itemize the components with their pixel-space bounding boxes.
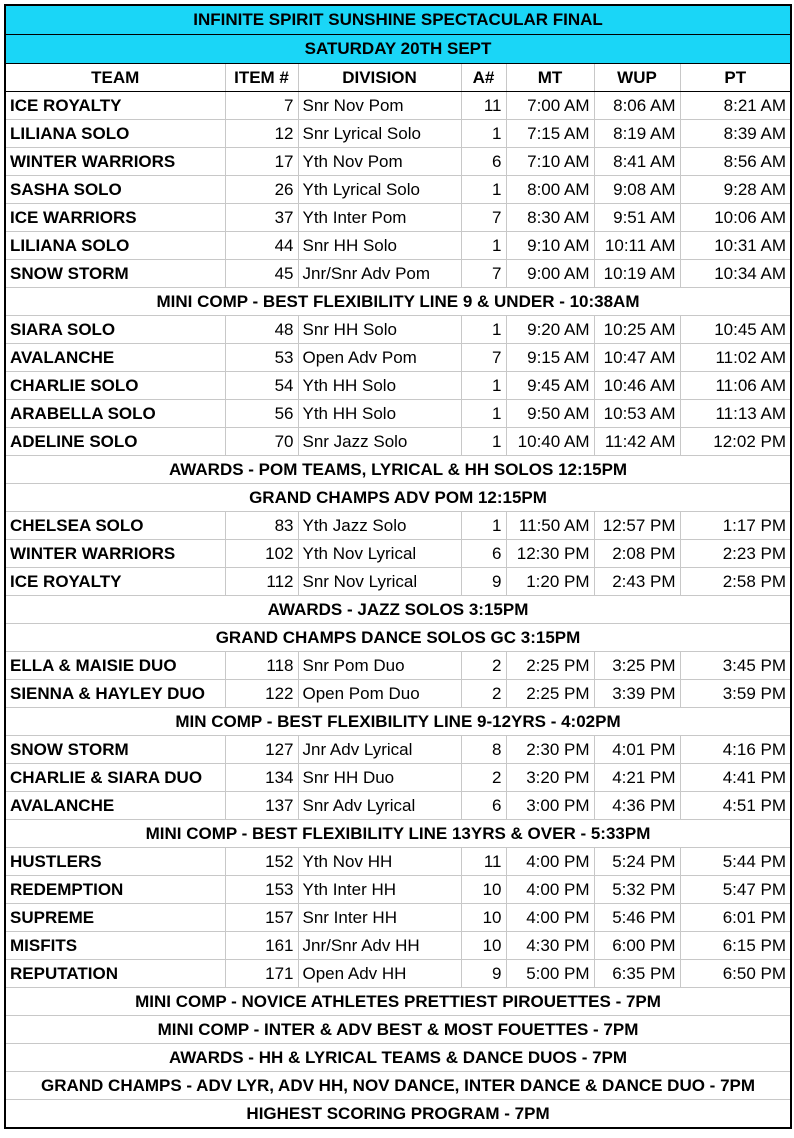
- item-cell: 12: [225, 120, 298, 148]
- item-cell: 54: [225, 372, 298, 400]
- mt-cell: 8:30 AM: [506, 204, 594, 232]
- wup-cell: 2:43 PM: [594, 568, 680, 596]
- wup-cell: 10:25 AM: [594, 316, 680, 344]
- table-row: [5, 204, 791, 232]
- table-row: [5, 764, 791, 792]
- division-cell: Jnr/Snr Adv HH: [298, 932, 461, 960]
- wup-cell: 8:06 AM: [594, 92, 680, 120]
- section-note: MINI COMP - BEST FLEXIBILITY LINE 9 & UNDER - 10:38AM: [5, 288, 791, 316]
- team-cell: SNOW STORM: [5, 736, 225, 764]
- item-cell: 102: [225, 540, 298, 568]
- section-note: GRAND CHAMPS - ADV LYR, ADV HH, NOV DANCE, INTER DANCE & DANCE DUO - 7PM: [5, 1072, 791, 1100]
- table-row: [5, 260, 791, 288]
- mt-cell: 12:30 PM: [506, 540, 594, 568]
- athletes-cell: 7: [461, 344, 506, 372]
- division-cell: Yth Inter HH: [298, 876, 461, 904]
- date-row: [5, 35, 791, 64]
- wup-cell: 5:24 PM: [594, 848, 680, 876]
- section-note: AWARDS - JAZZ SOLOS 3:15PM: [5, 596, 791, 624]
- team-cell: SNOW STORM: [5, 260, 225, 288]
- section-note-row: [5, 484, 791, 512]
- section-note-row: [5, 1100, 791, 1129]
- table-row: [5, 876, 791, 904]
- header-mt: MT: [506, 64, 594, 92]
- item-cell: 56: [225, 400, 298, 428]
- athletes-cell: 8: [461, 736, 506, 764]
- pt-cell: 6:01 PM: [680, 904, 791, 932]
- wup-cell: 11:42 AM: [594, 428, 680, 456]
- pt-cell: 10:45 AM: [680, 316, 791, 344]
- athletes-cell: 2: [461, 764, 506, 792]
- team-cell: MISFITS: [5, 932, 225, 960]
- athletes-cell: 1: [461, 400, 506, 428]
- wup-cell: 10:53 AM: [594, 400, 680, 428]
- mt-cell: 9:45 AM: [506, 372, 594, 400]
- table-row: [5, 652, 791, 680]
- mt-cell: 4:00 PM: [506, 904, 594, 932]
- division-cell: Open Pom Duo: [298, 680, 461, 708]
- table-row: [5, 960, 791, 988]
- team-cell: CHELSEA SOLO: [5, 512, 225, 540]
- pt-cell: 3:59 PM: [680, 680, 791, 708]
- header-wup: WUP: [594, 64, 680, 92]
- table-row: [5, 148, 791, 176]
- section-note-row: [5, 596, 791, 624]
- section-note-row: [5, 1044, 791, 1072]
- table-row: [5, 176, 791, 204]
- athletes-cell: 1: [461, 372, 506, 400]
- item-cell: 26: [225, 176, 298, 204]
- section-note-row: [5, 708, 791, 736]
- division-cell: Snr Lyrical Solo: [298, 120, 461, 148]
- pt-cell: 10:31 AM: [680, 232, 791, 260]
- pt-cell: 11:13 AM: [680, 400, 791, 428]
- division-cell: Yth Nov Lyrical: [298, 540, 461, 568]
- division-cell: Yth HH Solo: [298, 372, 461, 400]
- athletes-cell: 1: [461, 512, 506, 540]
- schedule-table: [4, 4, 792, 1129]
- pt-cell: 2:23 PM: [680, 540, 791, 568]
- wup-cell: 5:32 PM: [594, 876, 680, 904]
- division-cell: Snr Inter HH: [298, 904, 461, 932]
- section-note: MINI COMP - INTER & ADV BEST & MOST FOUETTES - 7PM: [5, 1016, 791, 1044]
- wup-cell: 4:36 PM: [594, 792, 680, 820]
- team-cell: AVALANCHE: [5, 792, 225, 820]
- header-athletes: A#: [461, 64, 506, 92]
- table-row: [5, 92, 791, 120]
- section-note: AWARDS - HH & LYRICAL TEAMS & DANCE DUOS - 7PM: [5, 1044, 791, 1072]
- pt-cell: 8:21 AM: [680, 92, 791, 120]
- team-cell: ADELINE SOLO: [5, 428, 225, 456]
- table-row: [5, 568, 791, 596]
- pt-cell: 2:58 PM: [680, 568, 791, 596]
- section-note-row: [5, 288, 791, 316]
- pt-cell: 1:17 PM: [680, 512, 791, 540]
- athletes-cell: 2: [461, 680, 506, 708]
- team-cell: HUSTLERS: [5, 848, 225, 876]
- table-row: [5, 428, 791, 456]
- item-cell: 48: [225, 316, 298, 344]
- item-cell: 70: [225, 428, 298, 456]
- team-cell: SUPREME: [5, 904, 225, 932]
- athletes-cell: 9: [461, 960, 506, 988]
- pt-cell: 8:39 AM: [680, 120, 791, 148]
- wup-cell: 10:46 AM: [594, 372, 680, 400]
- table-row: [5, 512, 791, 540]
- division-cell: Jnr Adv Lyrical: [298, 736, 461, 764]
- wup-cell: 10:19 AM: [594, 260, 680, 288]
- table-row: [5, 792, 791, 820]
- table-row: [5, 736, 791, 764]
- section-note: MIN COMP - BEST FLEXIBILITY LINE 9-12YRS - 4:02PM: [5, 708, 791, 736]
- pt-cell: 11:02 AM: [680, 344, 791, 372]
- section-note: MINI COMP - BEST FLEXIBILITY LINE 13YRS & OVER - 5:33PM: [5, 820, 791, 848]
- athletes-cell: 6: [461, 792, 506, 820]
- table-row: [5, 372, 791, 400]
- division-cell: Yth Jazz Solo: [298, 512, 461, 540]
- team-cell: CHARLIE & SIARA DUO: [5, 764, 225, 792]
- division-cell: Snr Pom Duo: [298, 652, 461, 680]
- section-note-row: [5, 1016, 791, 1044]
- pt-cell: 8:56 AM: [680, 148, 791, 176]
- wup-cell: 4:01 PM: [594, 736, 680, 764]
- division-cell: Snr Nov Lyrical: [298, 568, 461, 596]
- athletes-cell: 6: [461, 540, 506, 568]
- division-cell: Snr HH Solo: [298, 232, 461, 260]
- title-row: [5, 5, 791, 35]
- mt-cell: 10:40 AM: [506, 428, 594, 456]
- division-cell: Open Adv HH: [298, 960, 461, 988]
- pt-cell: 4:51 PM: [680, 792, 791, 820]
- division-cell: Snr HH Solo: [298, 316, 461, 344]
- item-cell: 161: [225, 932, 298, 960]
- division-cell: Snr Adv Lyrical: [298, 792, 461, 820]
- table-row: [5, 344, 791, 372]
- wup-cell: 12:57 PM: [594, 512, 680, 540]
- team-cell: SIARA SOLO: [5, 316, 225, 344]
- section-note: GRAND CHAMPS ADV POM 12:15PM: [5, 484, 791, 512]
- mt-cell: 7:10 AM: [506, 148, 594, 176]
- pt-cell: 6:15 PM: [680, 932, 791, 960]
- mt-cell: 4:00 PM: [506, 848, 594, 876]
- athletes-cell: 10: [461, 932, 506, 960]
- section-note-row: [5, 456, 791, 484]
- section-note: AWARDS - POM TEAMS, LYRICAL & HH SOLOS 12:15PM: [5, 456, 791, 484]
- team-cell: ARABELLA SOLO: [5, 400, 225, 428]
- team-cell: LILIANA SOLO: [5, 232, 225, 260]
- section-note-row: [5, 820, 791, 848]
- mt-cell: 1:20 PM: [506, 568, 594, 596]
- section-note-row: [5, 988, 791, 1016]
- division-cell: Snr HH Duo: [298, 764, 461, 792]
- athletes-cell: 10: [461, 876, 506, 904]
- pt-cell: 3:45 PM: [680, 652, 791, 680]
- table-row: [5, 540, 791, 568]
- athletes-cell: 1: [461, 120, 506, 148]
- event-title: INFINITE SPIRIT SUNSHINE SPECTACULAR FINAL: [5, 5, 791, 35]
- item-cell: 152: [225, 848, 298, 876]
- item-cell: 112: [225, 568, 298, 596]
- section-note: MINI COMP - NOVICE ATHLETES PRETTIEST PIROUETTES - 7PM: [5, 988, 791, 1016]
- section-note-row: [5, 1072, 791, 1100]
- mt-cell: 9:20 AM: [506, 316, 594, 344]
- mt-cell: 3:20 PM: [506, 764, 594, 792]
- item-cell: 53: [225, 344, 298, 372]
- team-cell: WINTER WARRIORS: [5, 540, 225, 568]
- item-cell: 83: [225, 512, 298, 540]
- division-cell: Snr Jazz Solo: [298, 428, 461, 456]
- pt-cell: 6:50 PM: [680, 960, 791, 988]
- mt-cell: 9:50 AM: [506, 400, 594, 428]
- item-cell: 122: [225, 680, 298, 708]
- team-cell: CHARLIE SOLO: [5, 372, 225, 400]
- section-note: GRAND CHAMPS DANCE SOLOS GC 3:15PM: [5, 624, 791, 652]
- team-cell: ICE ROYALTY: [5, 568, 225, 596]
- athletes-cell: 10: [461, 904, 506, 932]
- mt-cell: 4:00 PM: [506, 876, 594, 904]
- team-cell: ELLA & MAISIE DUO: [5, 652, 225, 680]
- pt-cell: 10:34 AM: [680, 260, 791, 288]
- division-cell: Snr Nov Pom: [298, 92, 461, 120]
- item-cell: 118: [225, 652, 298, 680]
- athletes-cell: 1: [461, 428, 506, 456]
- header-team: TEAM: [5, 64, 225, 92]
- team-cell: SIENNA & HAYLEY DUO: [5, 680, 225, 708]
- mt-cell: 2:30 PM: [506, 736, 594, 764]
- wup-cell: 6:35 PM: [594, 960, 680, 988]
- division-cell: Yth Nov Pom: [298, 148, 461, 176]
- pt-cell: 4:16 PM: [680, 736, 791, 764]
- column-header-row: [5, 64, 791, 92]
- athletes-cell: 1: [461, 176, 506, 204]
- athletes-cell: 1: [461, 232, 506, 260]
- pt-cell: 9:28 AM: [680, 176, 791, 204]
- athletes-cell: 7: [461, 260, 506, 288]
- athletes-cell: 6: [461, 148, 506, 176]
- pt-cell: 12:02 PM: [680, 428, 791, 456]
- pt-cell: 5:47 PM: [680, 876, 791, 904]
- wup-cell: 10:47 AM: [594, 344, 680, 372]
- team-cell: REPUTATION: [5, 960, 225, 988]
- mt-cell: 3:00 PM: [506, 792, 594, 820]
- table-row: [5, 400, 791, 428]
- section-note: HIGHEST SCORING PROGRAM - 7PM: [5, 1100, 791, 1129]
- mt-cell: 9:15 AM: [506, 344, 594, 372]
- mt-cell: 7:00 AM: [506, 92, 594, 120]
- team-cell: SASHA SOLO: [5, 176, 225, 204]
- event-date: SATURDAY 20TH SEPT: [5, 35, 791, 64]
- item-cell: 134: [225, 764, 298, 792]
- mt-cell: 2:25 PM: [506, 680, 594, 708]
- mt-cell: 11:50 AM: [506, 512, 594, 540]
- item-cell: 17: [225, 148, 298, 176]
- athletes-cell: 11: [461, 92, 506, 120]
- team-cell: ICE ROYALTY: [5, 92, 225, 120]
- wup-cell: 9:08 AM: [594, 176, 680, 204]
- mt-cell: 5:00 PM: [506, 960, 594, 988]
- wup-cell: 8:19 AM: [594, 120, 680, 148]
- item-cell: 127: [225, 736, 298, 764]
- mt-cell: 2:25 PM: [506, 652, 594, 680]
- wup-cell: 10:11 AM: [594, 232, 680, 260]
- item-cell: 157: [225, 904, 298, 932]
- header-division: DIVISION: [298, 64, 461, 92]
- table-row: [5, 904, 791, 932]
- team-cell: AVALANCHE: [5, 344, 225, 372]
- mt-cell: 9:00 AM: [506, 260, 594, 288]
- wup-cell: 4:21 PM: [594, 764, 680, 792]
- pt-cell: 4:41 PM: [680, 764, 791, 792]
- table-row: [5, 316, 791, 344]
- item-cell: 137: [225, 792, 298, 820]
- team-cell: REDEMPTION: [5, 876, 225, 904]
- header-item: ITEM #: [225, 64, 298, 92]
- item-cell: 45: [225, 260, 298, 288]
- table-row: [5, 232, 791, 260]
- table-row: [5, 932, 791, 960]
- table-row: [5, 680, 791, 708]
- wup-cell: 8:41 AM: [594, 148, 680, 176]
- athletes-cell: 1: [461, 316, 506, 344]
- wup-cell: 9:51 AM: [594, 204, 680, 232]
- athletes-cell: 7: [461, 204, 506, 232]
- wup-cell: 3:25 PM: [594, 652, 680, 680]
- wup-cell: 5:46 PM: [594, 904, 680, 932]
- mt-cell: 8:00 AM: [506, 176, 594, 204]
- pt-cell: 5:44 PM: [680, 848, 791, 876]
- division-cell: Yth Lyrical Solo: [298, 176, 461, 204]
- item-cell: 171: [225, 960, 298, 988]
- team-cell: WINTER WARRIORS: [5, 148, 225, 176]
- division-cell: Jnr/Snr Adv Pom: [298, 260, 461, 288]
- item-cell: 153: [225, 876, 298, 904]
- division-cell: Open Adv Pom: [298, 344, 461, 372]
- athletes-cell: 11: [461, 848, 506, 876]
- pt-cell: 11:06 AM: [680, 372, 791, 400]
- header-pt: PT: [680, 64, 791, 92]
- division-cell: Yth Inter Pom: [298, 204, 461, 232]
- pt-cell: 10:06 AM: [680, 204, 791, 232]
- division-cell: Yth Nov HH: [298, 848, 461, 876]
- wup-cell: 2:08 PM: [594, 540, 680, 568]
- team-cell: ICE WARRIORS: [5, 204, 225, 232]
- athletes-cell: 9: [461, 568, 506, 596]
- wup-cell: 6:00 PM: [594, 932, 680, 960]
- wup-cell: 3:39 PM: [594, 680, 680, 708]
- item-cell: 7: [225, 92, 298, 120]
- mt-cell: 4:30 PM: [506, 932, 594, 960]
- item-cell: 44: [225, 232, 298, 260]
- mt-cell: 7:15 AM: [506, 120, 594, 148]
- division-cell: Yth HH Solo: [298, 400, 461, 428]
- table-row: [5, 120, 791, 148]
- section-note-row: [5, 624, 791, 652]
- table-row: [5, 848, 791, 876]
- item-cell: 37: [225, 204, 298, 232]
- mt-cell: 9:10 AM: [506, 232, 594, 260]
- athletes-cell: 2: [461, 652, 506, 680]
- team-cell: LILIANA SOLO: [5, 120, 225, 148]
